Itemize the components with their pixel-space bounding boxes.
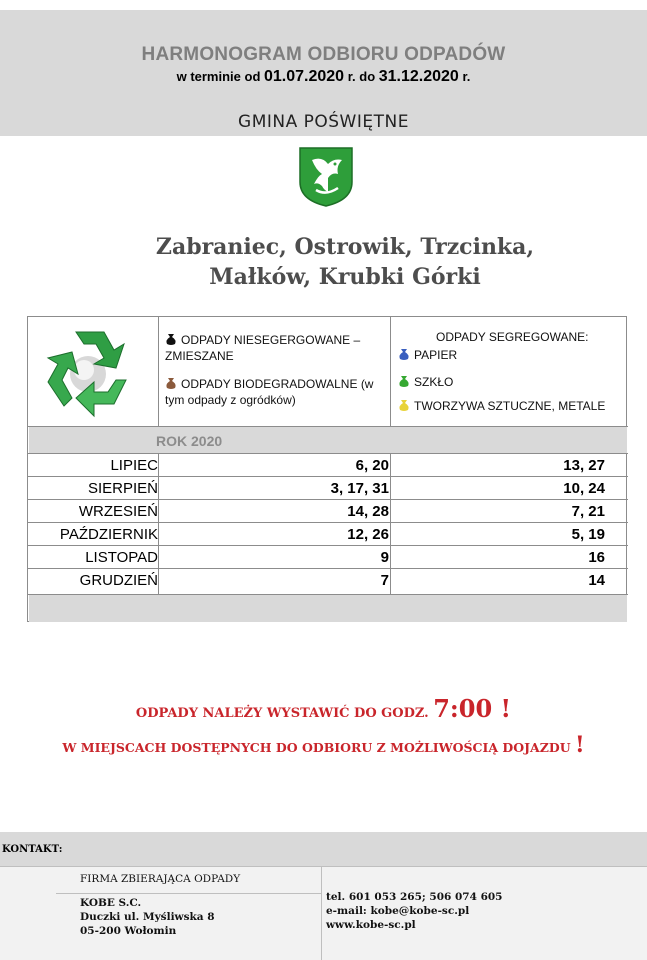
brown-bag-icon	[165, 376, 177, 390]
mixed-dates: 6, 20	[355, 457, 389, 474]
page-title: HARMONOGRAM ODBIORU ODPADÓW	[141, 44, 506, 65]
legend-glass-label: SZKŁO	[414, 375, 454, 389]
month-name: LIPIEC	[110, 457, 158, 474]
month-name: SIERPIEŃ	[87, 480, 158, 497]
notice-access-mark: !	[574, 732, 585, 758]
grid-line	[28, 594, 628, 595]
company-heading: FIRMA ZBIERAJĄCA ODPADY	[80, 873, 241, 885]
notice-time	[0, 694, 647, 723]
legend-mixed	[165, 332, 375, 364]
mixed-dates: 12, 26	[347, 526, 389, 543]
month-name: PAŹDZIERNIK	[59, 526, 158, 543]
segregated-dates: 5, 19	[571, 526, 605, 543]
year-label: ROK 2020	[156, 433, 223, 449]
date-range	[0, 68, 647, 86]
locations-line-2: Małków, Krubki Górki	[209, 264, 481, 290]
footer-divider	[0, 866, 647, 867]
schedule-table	[27, 316, 627, 622]
legend-paper-label: PAPIER	[414, 348, 458, 362]
yellow-bag-icon	[398, 398, 410, 412]
legend-bio-label: ODPADY BIODEGRADOWALNE (w tym odpady z ogródków)	[165, 377, 374, 407]
notice-time-text: ODPADY NALEŻY WYSTAWIĆ DO GODZ.	[135, 706, 434, 721]
table-row	[28, 477, 628, 500]
segregated-dates: 7, 21	[571, 503, 605, 520]
grid-line	[158, 317, 159, 426]
contact-label: KONTAKT:	[2, 844, 63, 855]
grid-line	[28, 453, 628, 454]
segregated-dates: 10, 24	[563, 480, 605, 497]
locations-line-1: Zabraniec, Ostrowik, Trzcinka,	[155, 234, 535, 260]
mixed-dates: 9	[380, 549, 389, 566]
black-bag-icon	[165, 332, 177, 346]
contact-email[interactable]: e-mail: kobe@kobe-sc.pl	[326, 905, 470, 917]
footer-divider	[321, 866, 322, 960]
legend-paper	[398, 347, 457, 363]
date-to: 31.12.2020	[378, 68, 459, 85]
segregated-dates: 14	[588, 572, 605, 589]
year-band	[29, 427, 627, 453]
grid-line	[390, 317, 391, 426]
notice-time-mark: !	[492, 694, 512, 723]
table-row	[28, 454, 628, 477]
legend-segregated-heading: ODPADY SEGREGOWANE:	[436, 330, 589, 344]
contact-website[interactable]: www.kobe-sc.pl	[326, 919, 416, 931]
table-row	[28, 500, 628, 523]
legend-glass	[398, 374, 453, 390]
notice-time-value: 7:00	[433, 694, 493, 723]
legend-plastic	[398, 398, 605, 414]
legend-bio	[165, 376, 375, 408]
blue-bag-icon	[398, 347, 410, 361]
grid-line	[28, 426, 628, 427]
table-row	[28, 546, 628, 569]
grid-line	[390, 453, 391, 594]
segregated-dates: 13, 27	[563, 457, 605, 474]
month-name: LISTOPAD	[85, 549, 158, 566]
notice-access-text: W MIEJSCACH DOSTĘPNYCH DO ODBIORU Z MOŻLIWOŚCIĄ DOJAZDU	[62, 740, 575, 755]
date-from: 01.07.2020	[264, 68, 345, 85]
municipality-name: GMINA POŚWIĘTNE	[238, 112, 409, 132]
subtitle-mid: r. do	[344, 69, 379, 84]
month-name: WRZESIEŃ	[78, 503, 158, 520]
contact-phone: tel. 601 053 265; 506 074 605	[326, 891, 503, 903]
company-name: KOBE S.C.	[80, 897, 142, 909]
subtitle-suffix: r.	[458, 69, 471, 84]
month-name: GRUDZIEŃ	[79, 572, 158, 589]
footer-divider	[56, 893, 321, 894]
legend-plastic-label: TWORZYWA SZTUCZNE, METALE	[414, 399, 606, 413]
table-footer-band	[29, 595, 627, 622]
mixed-dates: 14, 28	[347, 503, 389, 520]
grid-line	[158, 453, 159, 594]
company-address-2: 05-200 Wołomin	[80, 925, 177, 937]
locations	[0, 232, 647, 292]
table-row	[28, 569, 628, 592]
segregated-dates: 16	[588, 549, 605, 566]
mixed-dates: 7	[380, 572, 389, 589]
green-bag-icon	[398, 374, 410, 388]
legend-mixed-label: ODPADY NIESEGERGOWANE – ZMIESZANE	[165, 333, 361, 363]
recycling-icon	[38, 322, 138, 422]
company-address-1: Duczki ul. Myśliwska 8	[80, 911, 215, 923]
contact-band	[0, 832, 647, 866]
table-row	[28, 523, 628, 546]
notice-access	[0, 732, 647, 758]
mixed-dates: 3, 17, 31	[330, 480, 389, 497]
coat-of-arms-icon	[298, 146, 354, 208]
subtitle-prefix: w terminie od	[176, 69, 264, 84]
